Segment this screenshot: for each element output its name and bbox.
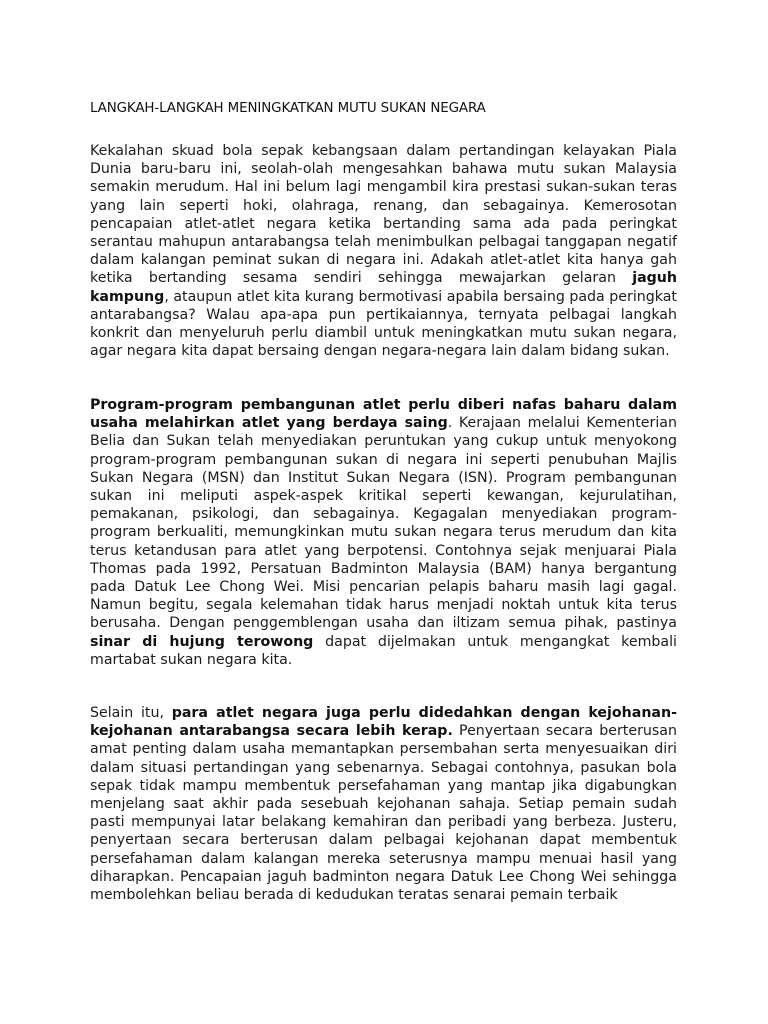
paragraph-text: Penyertaan secara berterusan amat penting dalam usaha memantapkan persembahan serta menyesuaikan diri dalam situasi pertandingan yang sebenarnya. Sebagai contohnya, pasukan bola sepak tidak mampu membentuk persefahaman yang mantap jika digabungkan menjelang saat akhir pada sesebuah kejohanan sahaja. Setiap pemain sudah pasti mempunyai latar belakang kemahiran dan peribadi yang berbeza. Justeru, penyertaan secara berterusan dalam pelbagai kejohanan dapat membentuk persefahaman dalam kalangan mereka seterusnya mampu menuai hasil yang diharapkan. Pencapaian jaguh badminton negara Datuk Lee Chong Wei sehingga membolehkan beliau berada di kedudukan teratas senarai pemain terbaik — [90, 723, 677, 904]
paragraph-introduction — [90, 142, 677, 360]
paragraph-text: dapat dijelmakan untuk mengangkat kembali martabat sukan negara kita. — [90, 633, 678, 668]
paragraph-text: Kekalahan skuad bola sepak kebangsaan dalam pertandingan kelayakan Piala Dunia baru-baru ini, seolah-olah mengesahkan bahawa mutu sukan Malaysia semakin merudum. Hal ini belum lagi mengambil kira prestasi sukan-sukan teras yang lain seperti hoki, olahraga, renang, dan sebagainya. Kemerosotan pencapaian atlet-atlet negara ketika bertanding sama ada pada peringkat serantau mahupun antarabangsa telah menimbulkan pelbagai tanggapan negatif dalam kalangan peminat sukan di negara ini. Adakah atlet-atlet kita hanya gah ketika bertanding sesama sendiri sehingga mewajarkan gelaran — [90, 143, 677, 287]
document-page — [90, 0, 677, 1024]
paragraph-text: . Kerajaan melalui Kementerian Belia dan Sukan telah menyediakan peruntukan yang cukup untuk menyokong program-program pembangunan sukan di negara ini seperti penubuhan Majlis Sukan Negara (MSN) dan Institut Sukan Negara (ISN). Program pembangunan sukan ini meliputi aspek-aspek kritikal seperti kewangan, kejurulatihan, pemakanan, psikologi, dan sebagainya. Kegagalan menyediakan program-program berkualiti, memungkinkan mutu sukan negara terus merudum dan kita terus ketandusan para atlet yang berpotensi. Contohnya sejak menjuarai Piala Thomas pada 1992, Persatuan Badminton Malaysia (BAM) hanya bergantung pada Datuk Lee Chong Wei. Misi pencarian pelapis baharu masih lagi gagal. Namun begitu, segala kelemahan tidak harus menjadi noktah untuk kita terus berusaha. Dengan penggemblengan usaha dan iltizam semua pihak, pastinya — [90, 415, 677, 632]
paragraph-text: , ataupun atlet kita kurang bermotivasi apabila bersaing pada peringkat antarabangsa? Walau apa-apa pun pertikaiannya, ternyata pelbagai langkah konkrit dan menyeluruh perlu diambil untuk meningkatkan mutu sukan negara, agar negara kita dapat bersaing dengan negara-negara lain dalam bidang sukan. — [90, 288, 677, 360]
topic-sentence: para atlet negara juga perlu didedahkan dengan kejohanan-kejohanan antarabangsa secara lebih kerap. — [90, 705, 677, 740]
topic-sentence: Program-program pembangunan atlet perlu diberi nafas baharu dalam usaha melahirkan atlet yang berdaya saing — [90, 397, 677, 432]
bold-phrase: jaguh kampung — [90, 270, 677, 305]
document-title: LANGKAH-LANGKAH MENINGKATKAN MUTU SUKAN NEGARA — [90, 101, 486, 116]
paragraph-text: Selain itu, — [90, 705, 172, 721]
paragraph-point-one — [90, 396, 677, 669]
bold-phrase: sinar di hujung terowong — [90, 633, 314, 650]
paragraph-point-two — [90, 704, 677, 904]
